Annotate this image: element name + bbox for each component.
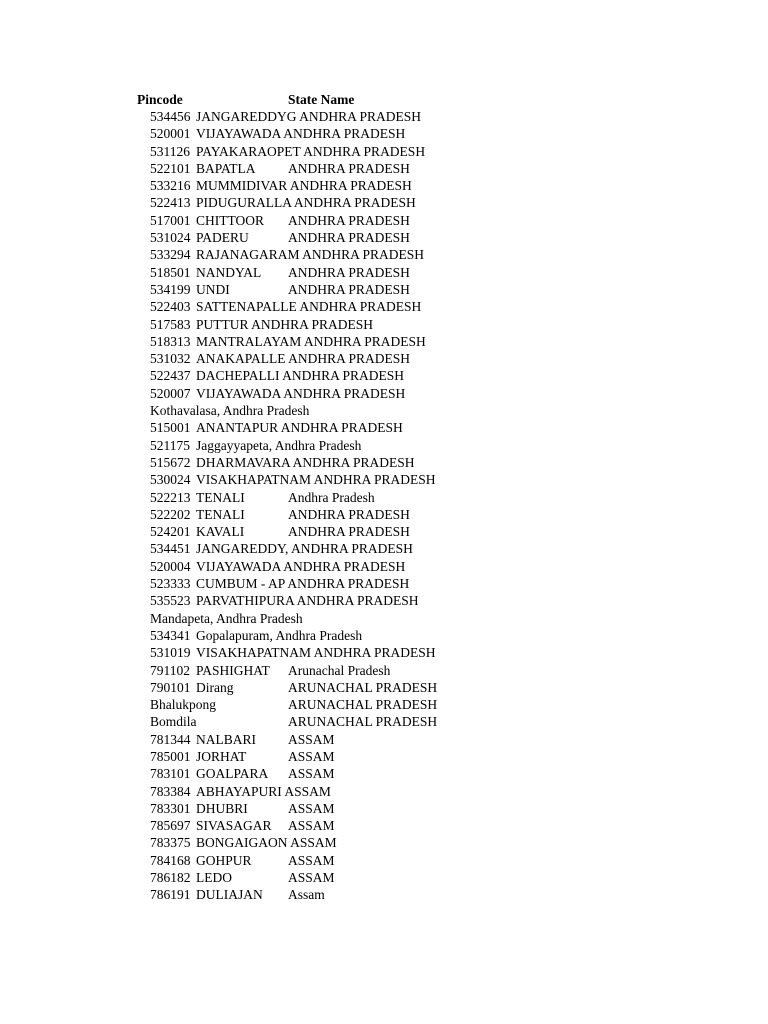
office-state-text: MUMMIDIVAR ANDHRA PRADESH — [196, 178, 412, 194]
table-row — [0, 298, 768, 315]
table-row — [0, 610, 768, 627]
pincode-cell: 524201 — [150, 524, 191, 540]
office-state-text: SATTENAPALLE ANDHRA PRADESH — [196, 299, 422, 315]
pincode-cell: 520004 — [150, 558, 191, 574]
office-name: GOALPARA — [196, 766, 269, 782]
pincode-cell: 535523 — [150, 593, 191, 609]
table-row — [0, 592, 768, 609]
pincode-cell: 790101 — [150, 679, 191, 695]
table-row — [0, 575, 768, 592]
office-name: KAVALI — [196, 524, 245, 540]
office-state-text: VIJAYAWADA ANDHRA PRADESH — [196, 558, 406, 574]
pincode-cell: 534451 — [150, 541, 191, 557]
office-state-text: JANGAREDDY, ANDHRA PRADESH — [196, 541, 413, 557]
table-row — [0, 402, 768, 419]
office-state-text: VIJAYAWADA ANDHRA PRADESH — [196, 385, 406, 401]
office-state-text: PARVATHIPURA ANDHRA PRADESH — [196, 593, 419, 609]
pincode-cell: 531024 — [150, 230, 191, 246]
office-name: TENALI — [196, 506, 245, 522]
table-row — [0, 212, 768, 229]
office-state-text: VISAKHAPATNAM ANDHRA PRADESH — [196, 645, 436, 661]
table-row — [0, 143, 768, 160]
pincode-cell: 783384 — [150, 783, 191, 799]
state-name: ANDHRA PRADESH — [288, 230, 410, 246]
table-row — [0, 419, 768, 436]
office-state-text: RAJANAGARAM ANDHRA PRADESH — [196, 247, 425, 263]
pincode-cell: 530024 — [150, 472, 191, 488]
pincode-cell: 786182 — [150, 870, 191, 886]
office-name: JORHAT — [196, 748, 247, 764]
pincode-cell: 791102 — [150, 662, 190, 678]
office-name: PASHIGHAT — [196, 662, 270, 678]
table-row — [0, 454, 768, 471]
pincode-header: Pincode — [137, 92, 183, 107]
office-name: DULIAJAN — [196, 887, 263, 903]
pincode-cell: 522213 — [150, 489, 191, 505]
state-name: ASSAM — [288, 852, 335, 868]
office-name: PADERU — [196, 230, 249, 246]
state-name: ASSAM — [288, 731, 335, 747]
office-name: TENALI — [196, 489, 245, 505]
entry-text: Bomdila — [150, 714, 197, 730]
office-state-text: BONGAIGAON ASSAM — [196, 835, 337, 851]
table-row — [0, 316, 768, 333]
pincode-cell: 785001 — [150, 748, 191, 764]
pincode-cell: 534199 — [150, 281, 191, 297]
table-row — [0, 783, 768, 800]
table-row — [0, 506, 768, 523]
entry-text: Mandapeta, Andhra Pradesh — [150, 610, 303, 626]
office-name: SIVASAGAR — [196, 818, 272, 834]
state-name: ARUNACHAL PRADESH — [288, 679, 438, 695]
table-row — [0, 869, 768, 886]
pincode-cell: 784168 — [150, 852, 191, 868]
pincode-cell: 522202 — [150, 506, 191, 522]
pincode-cell: 531126 — [150, 143, 190, 159]
state-name: ASSAM — [288, 766, 335, 782]
table-row — [0, 229, 768, 246]
table-row — [0, 350, 768, 367]
pincode-list — [0, 108, 768, 904]
table-row — [0, 800, 768, 817]
state-name: ARUNACHAL PRADESH — [288, 697, 438, 713]
table-row — [0, 108, 768, 125]
table-row — [0, 471, 768, 488]
office-state-text: Jaggayyapeta, Andhra Pradesh — [196, 437, 362, 453]
table-row — [0, 177, 768, 194]
table-row — [0, 540, 768, 557]
table-row — [0, 817, 768, 834]
state-name: Arunachal Pradesh — [288, 662, 391, 678]
table-row — [0, 160, 768, 177]
office-state-text: CUMBUM - AP ANDHRA PRADESH — [196, 576, 410, 592]
table-row — [0, 367, 768, 384]
pincode-cell: 523333 — [150, 576, 191, 592]
state-name: Andhra Pradesh — [288, 489, 375, 505]
office-state-text: ANANTAPUR ANDHRA PRADESH — [196, 420, 403, 436]
state-name: ASSAM — [288, 800, 335, 816]
pincode-cell: 531019 — [150, 645, 191, 661]
pincode-cell: 517001 — [150, 212, 191, 228]
office-name: LEDO — [196, 870, 232, 886]
table-row — [0, 333, 768, 350]
office-name: Dirang — [196, 679, 234, 695]
pincode-cell: 522413 — [150, 195, 191, 211]
table-row — [0, 437, 768, 454]
table-row — [0, 281, 768, 298]
pincode-cell: 517583 — [150, 316, 191, 332]
table-row — [0, 523, 768, 540]
office-state-text: MANTRALAYAM ANDHRA PRADESH — [196, 333, 426, 349]
office-state-text: ANAKAPALLE ANDHRA PRADESH — [196, 351, 411, 367]
pincode-cell: 534456 — [150, 109, 191, 124]
table-row — [0, 679, 768, 696]
table-row — [0, 558, 768, 575]
table-row — [0, 834, 768, 851]
office-state-text: Gopalapuram, Andhra Pradesh — [196, 627, 363, 643]
pincode-cell: 533216 — [150, 178, 191, 194]
table-row — [0, 644, 768, 661]
office-state-text: ABHAYAPURI ASSAM — [196, 783, 331, 799]
office-name: UNDI — [196, 281, 230, 297]
state-name: ARUNACHAL PRADESH — [288, 714, 438, 730]
office-name: DHUBRI — [196, 800, 248, 816]
pincode-cell: 520001 — [150, 126, 191, 142]
office-name: BAPATLA — [196, 160, 256, 176]
office-state-text: PAYAKARAOPET ANDHRA PRADESH — [196, 143, 426, 159]
pincode-cell: 783375 — [150, 835, 191, 851]
state-name: ANDHRA PRADESH — [288, 506, 410, 522]
table-row — [0, 194, 768, 211]
pincode-cell: 786191 — [150, 887, 191, 903]
table-row — [0, 886, 768, 903]
office-name: GOHPUR — [196, 852, 252, 868]
table-row — [0, 489, 768, 506]
table-row — [0, 748, 768, 765]
pincode-cell: 515672 — [150, 454, 191, 470]
table-row — [0, 385, 768, 402]
state-name: ANDHRA PRADESH — [288, 281, 410, 297]
office-state-text: VISAKHAPATNAM ANDHRA PRADESH — [196, 472, 436, 488]
office-state-text: VIJAYAWADA ANDHRA PRADESH — [196, 126, 406, 142]
table-row — [0, 264, 768, 281]
pincode-cell: 783301 — [150, 800, 191, 816]
state-name-header: State Name — [288, 92, 355, 107]
table-row — [0, 713, 768, 730]
pincode-cell: 785697 — [150, 818, 191, 834]
office-state-text: DACHEPALLI ANDHRA PRADESH — [196, 368, 405, 384]
state-name: ANDHRA PRADESH — [288, 160, 410, 176]
office-state-text: JANGAREDDYG ANDHRA PRADESH — [196, 109, 422, 124]
table-row — [0, 696, 768, 713]
state-name: Assam — [288, 887, 325, 903]
pincode-cell: 518313 — [150, 333, 191, 349]
state-name: ANDHRA PRADESH — [288, 524, 410, 540]
table-row — [0, 662, 768, 679]
pincode-cell: 522101 — [150, 160, 191, 176]
pincode-cell: 522437 — [150, 368, 191, 384]
table-row — [0, 627, 768, 644]
table-row — [0, 852, 768, 869]
pincode-cell: 515001 — [150, 420, 191, 436]
office-name: CHITTOOR — [196, 212, 265, 228]
pincode-cell: 521175 — [150, 437, 190, 453]
state-name: ASSAM — [288, 870, 335, 886]
office-name: NANDYAL — [196, 264, 262, 280]
table-row — [0, 765, 768, 782]
pincode-cell: 531032 — [150, 351, 191, 367]
office-name: NALBARI — [196, 731, 256, 747]
state-name: ANDHRA PRADESH — [288, 264, 410, 280]
office-state-text: DHARMAVARA ANDHRA PRADESH — [196, 454, 415, 470]
state-name: ASSAM — [288, 818, 335, 834]
pincode-cell: 520007 — [150, 385, 191, 401]
table-header — [137, 91, 557, 109]
state-name: ASSAM — [288, 748, 335, 764]
state-name: ANDHRA PRADESH — [288, 212, 410, 228]
entry-text: Kothavalasa, Andhra Pradesh — [150, 403, 310, 419]
pincode-cell: 518501 — [150, 264, 191, 280]
table-row — [0, 246, 768, 263]
pincode-cell: 783101 — [150, 766, 191, 782]
pincode-cell: 781344 — [150, 731, 191, 747]
pincode-cell: 522403 — [150, 299, 191, 315]
entry-text: Bhalukpong — [150, 697, 216, 713]
pincode-cell: 533294 — [150, 247, 191, 263]
table-row — [0, 731, 768, 748]
office-state-text: PIDUGURALLA ANDHRA PRADESH — [196, 195, 416, 211]
office-state-text: PUTTUR ANDHRA PRADESH — [196, 316, 374, 332]
pincode-cell: 534341 — [150, 627, 191, 643]
table-row — [0, 125, 768, 142]
